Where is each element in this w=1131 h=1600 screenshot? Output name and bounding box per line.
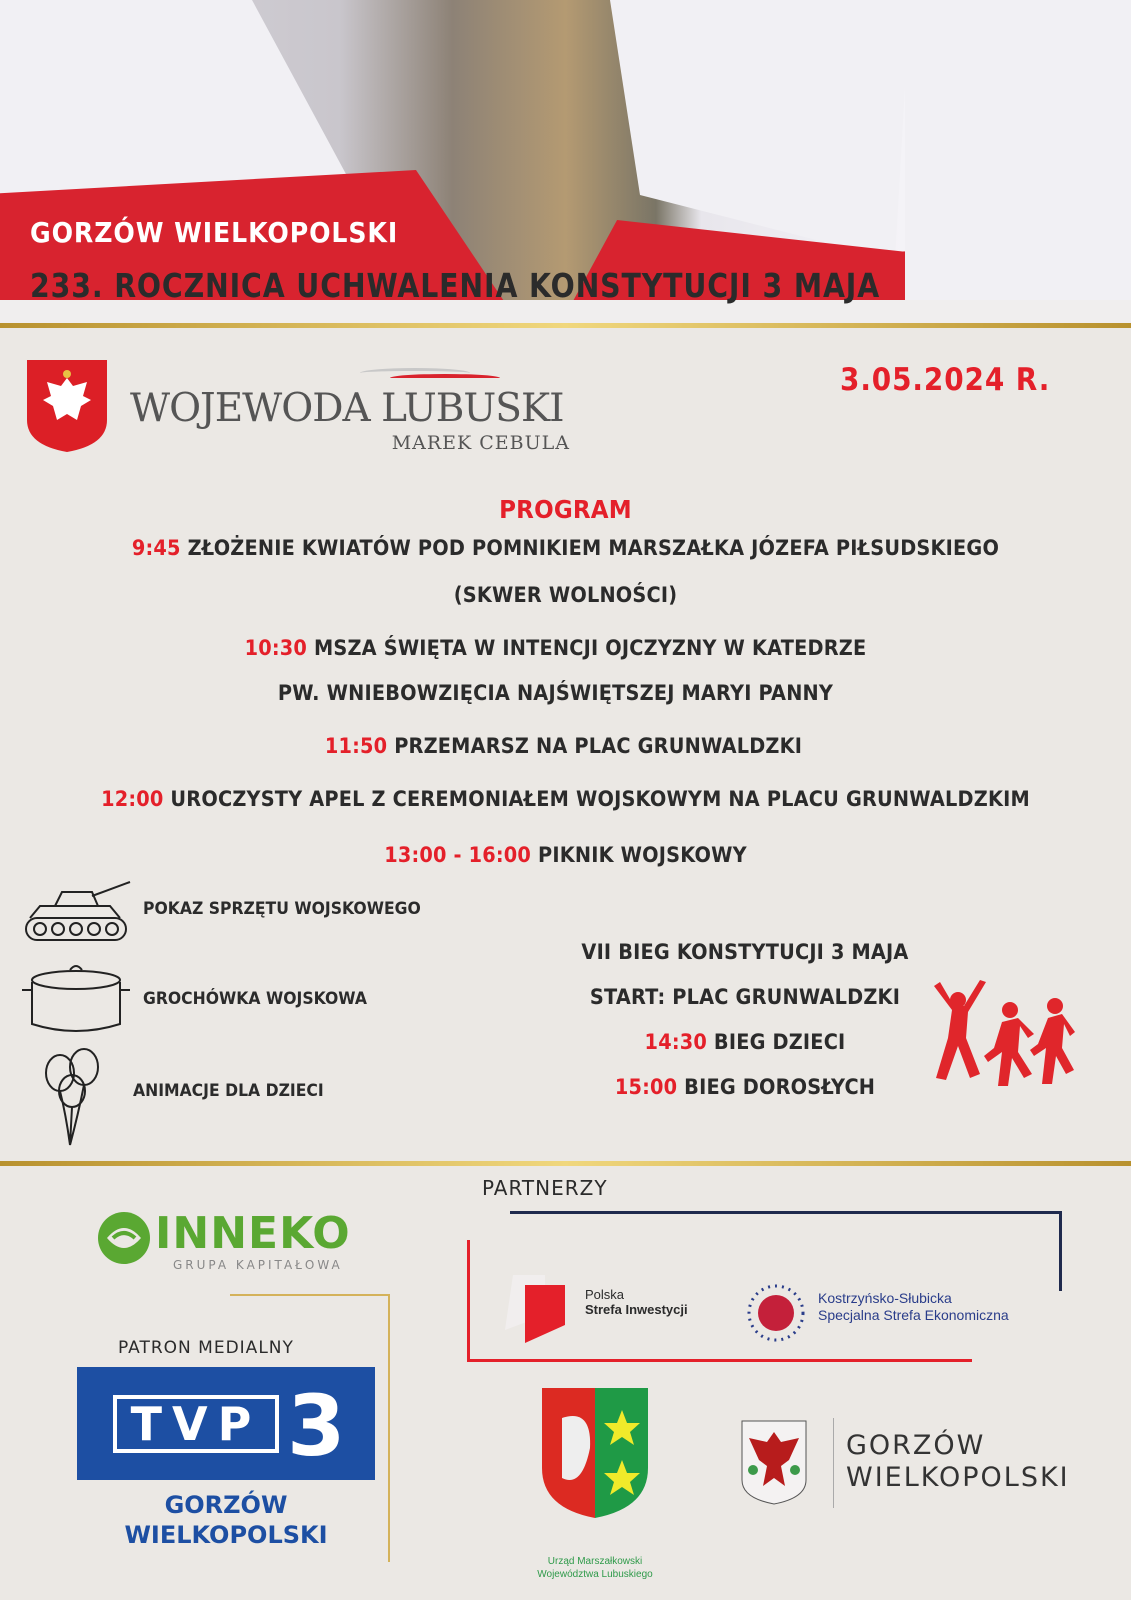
pot-icon [20, 960, 132, 1036]
inneko-name: INNEKO [155, 1208, 351, 1259]
wojewoda-text: WOJEWODA [130, 386, 370, 431]
race-text: BIEG DZIECI [713, 1030, 846, 1054]
tvp-number: 3 [287, 1377, 346, 1475]
program-item [43, 734, 1084, 758]
run-start: START: PLAC GRUNWALDZKI [589, 985, 901, 1009]
media-city-line1: GORZÓW [164, 1491, 288, 1519]
program-time: 9:45 [131, 536, 181, 560]
media-heading: PATRON MEDIALNY [118, 1338, 294, 1358]
run-race [501, 1075, 989, 1099]
race-time: 14:30 [644, 1030, 707, 1054]
balloons-icon [40, 1045, 106, 1151]
run-race [501, 1030, 989, 1075]
urzad-line2: Województwa Lubuskiego [537, 1569, 653, 1580]
leaf-icon [95, 1210, 153, 1266]
program-text: MSZA ŚWIĘTA W INTENCJI OJCZYZNY W KATEDRZE [313, 636, 867, 660]
kssse-line2: Specjalna Strefa Ekonomiczna [818, 1307, 1009, 1323]
picnic-item: POKAZ SPRZĘTU WOJSKOWEGO [143, 899, 421, 919]
divider [0, 323, 1131, 328]
program-text-cont: (SKWER WOLNOŚCI) [453, 583, 678, 607]
race-time: 15:00 [614, 1075, 678, 1099]
psi-logo-icon [505, 1275, 565, 1345]
wojewoda-logo [130, 368, 570, 463]
kssse-logo-icon [746, 1283, 806, 1343]
program-text: PRZEMARSZ NA PLAC GRUNWALDZKI [394, 734, 803, 758]
kssse-line1: Kostrzyńsko-Słubicka [818, 1290, 952, 1306]
runners-icon [930, 978, 1075, 1093]
program-time: 12:00 [101, 787, 164, 811]
program-text: PIKNIK WOJSKOWY [537, 843, 747, 867]
polish-eagle-emblem [27, 360, 107, 452]
program-heading: PROGRAM [499, 495, 632, 524]
logo-separator [833, 1418, 834, 1508]
run-title: VII BIEG KONSTYTUCJI 3 MAJA [581, 940, 909, 964]
city-logo-line1: GORZÓW [846, 1430, 986, 1461]
inneko-sub: GRUPA KAPITAŁOWA [173, 1258, 343, 1272]
tank-icon [20, 868, 132, 948]
picnic-item: GROCHÓWKA WOJSKOWA [143, 989, 367, 1009]
program-time: 10:30 [244, 636, 308, 660]
tvp-text: TVP [113, 1395, 279, 1453]
partners-heading: PARTNERZY [482, 1176, 608, 1200]
urzad-line1: Urząd Marszałkowski [547, 1556, 643, 1567]
race-text: BIEG DOROSŁYCH [684, 1075, 876, 1099]
organizer-name: MAREK CEBULA [391, 432, 570, 454]
program-text: ZŁOŻENIE KWIATÓW POD POMNIKIEM MARSZAŁKA JÓZEFA PIŁSUDSKIEGO [187, 536, 1000, 560]
psi-line2: Strefa Inwestycji [585, 1302, 688, 1317]
program-item [45, 843, 1086, 867]
header-city: GORZÓW WIELKOPOLSKI [30, 216, 399, 249]
program-time: 11:50 [324, 734, 388, 758]
program-item [35, 636, 1076, 660]
program-item [45, 536, 1086, 560]
gorzow-coat-of-arms [741, 1420, 807, 1505]
program-item [45, 787, 1086, 811]
hero-photo [0, 0, 1131, 325]
divider [0, 1161, 1131, 1166]
event-date: 3.05.2024 R. [840, 362, 1051, 398]
program-time: 13:00 - 16:00 [384, 843, 532, 867]
inneko-logo [95, 1208, 385, 1278]
lubuski-text: LUBUSKI [381, 386, 564, 431]
header-title: 233. ROCZNICA UCHWALENIA KONSTYTUCJI 3 MAJA [30, 266, 881, 305]
lubuskie-coat-of-arms [542, 1388, 648, 1518]
tvp3-logo [77, 1367, 375, 1480]
psi-line1: Polska [585, 1287, 625, 1302]
program-text-cont: PW. WNIEBOWZIĘCIA NAJŚWIĘTSZEJ MARYI PANNY [277, 681, 834, 705]
media-city-line2: WIELKOPOLSKI [124, 1521, 328, 1549]
program-text: UROCZYSTY APEL Z CEREMONIAŁEM WOJSKOWYM NA PLACU GRUNWALDZKIM [170, 787, 1030, 811]
picnic-item: ANIMACJE DLA DZIECI [133, 1081, 324, 1101]
city-logo-line2: WIELKOPOLSKI [846, 1462, 1070, 1493]
